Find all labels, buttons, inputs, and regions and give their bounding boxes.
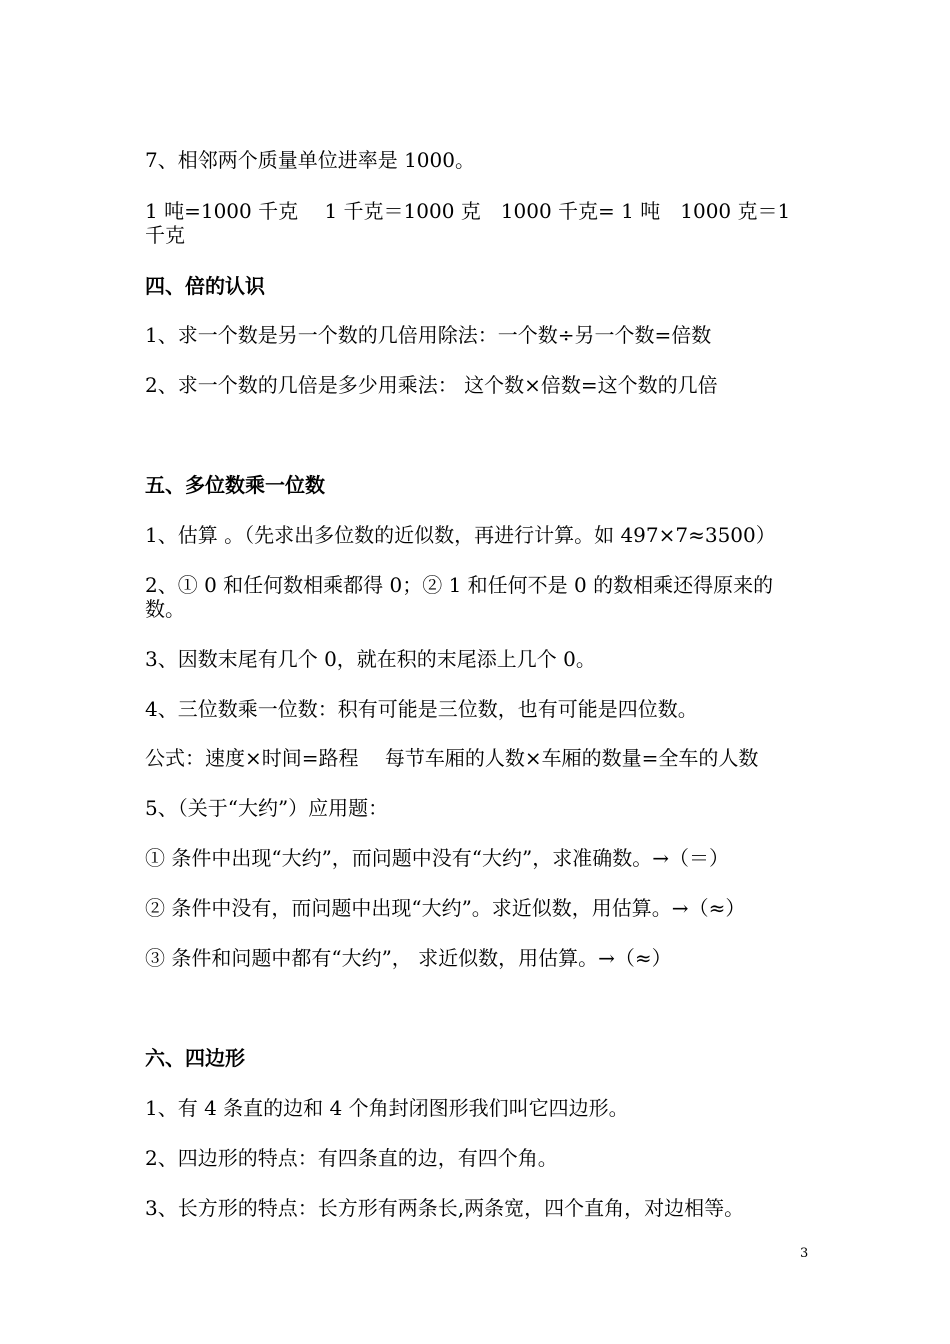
section-heading-multiples: 四、倍的认识 <box>145 274 265 298</box>
text-line-three-digit-product: 4、三位数乘一位数：积有可能是三位数，也有可能是四位数。 <box>145 697 698 721</box>
text-line-rectangle-features: 3、长方形的特点：长方形有两条长,两条宽，四个直角，对边相等。 <box>145 1196 745 1220</box>
text-line-approx-problems: 5、（关于“大约”）应用题： <box>145 796 389 820</box>
text-line-trailing-zeros: 3、因数末尾有几个 0，就在积的末尾添上几个 0。 <box>145 647 596 671</box>
text-line-approx-case-2: ② 条件中没有，而问题中出现“大约”。求近似数，用估算。→（≈） <box>145 896 746 920</box>
text-line-quadrilateral-features: 2、四边形的特点：有四条直的边，有四个角。 <box>145 1146 558 1170</box>
text-line-estimation: 1、估算 。（先求出多位数的近似数，再进行计算。如 497×7≈3500） <box>145 523 776 547</box>
text-line-mass-conversions: 1 吨=1000 千克 1 千克＝1000 克 1000 千克= 1 吨 1000 克＝1 千克 <box>145 199 791 247</box>
section-heading-quadrilateral: 六、四边形 <box>145 1046 245 1070</box>
section-heading-multidigit-multiplication: 五、多位数乘一位数 <box>145 473 325 497</box>
text-line-multiple-multiplication: 2、求一个数的几倍是多少用乘法： 这个数×倍数=这个数的几倍 <box>145 373 718 397</box>
text-line-formulas: 公式：速度×时间=路程 每节车厢的人数×车厢的数量=全车的人数 <box>145 746 759 770</box>
text-line-approx-case-1: ① 条件中出现“大约”，而问题中没有“大约”，求准确数。→（＝） <box>145 846 730 870</box>
text-line-zero-one-rule: 2、① 0 和任何数相乘都得 0；② 1 和任何不是 0 的数相乘还得原来的数。 <box>145 573 774 621</box>
text-line-multiple-division: 1、求一个数是另一个数的几倍用除法：一个数÷另一个数=倍数 <box>145 323 712 347</box>
text-line-mass-unit-rate: 7、相邻两个质量单位进率是 1000。 <box>145 148 475 172</box>
text-line-quadrilateral-definition: 1、有 4 条直的边和 4 个角封闭图形我们叫它四边形。 <box>145 1096 629 1120</box>
text-line-approx-case-3: ③ 条件和问题中都有“大约”， 求近似数，用估算。→（≈） <box>145 946 672 970</box>
page-number: 3 <box>800 1246 809 1261</box>
